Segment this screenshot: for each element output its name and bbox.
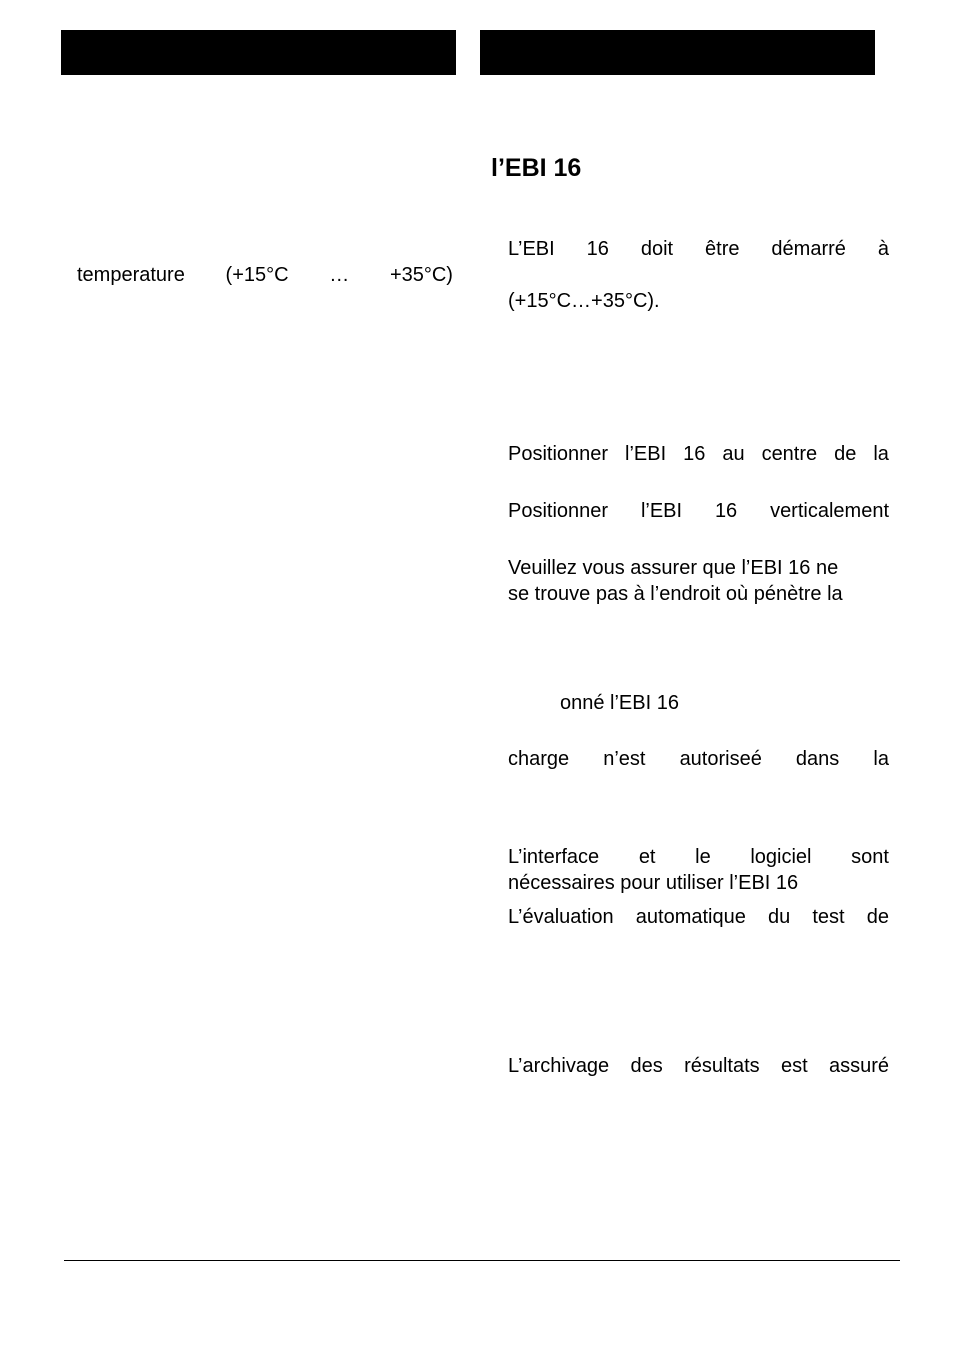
paragraph-interface-line-1: [508, 844, 889, 870]
word: L’interface: [508, 846, 600, 868]
word: de: [866, 906, 889, 928]
word: temperature: [77, 264, 185, 286]
header-bar-left: [61, 30, 456, 75]
paragraph-start-line: [508, 236, 889, 262]
word: l’EBI: [640, 500, 683, 522]
word: résultats: [684, 1055, 760, 1077]
word: du: [767, 906, 791, 928]
word: et: [638, 846, 656, 868]
word: à: [877, 238, 889, 260]
left-temperature-line: [77, 262, 453, 288]
word: au: [722, 443, 745, 465]
word: automatique: [635, 906, 746, 928]
word: autoriseé: [679, 748, 762, 770]
paragraph-position-vertical: [508, 498, 889, 524]
paragraph-archiving-line: [508, 1053, 889, 1079]
word: démarré: [771, 238, 846, 260]
word: (+15°C: [225, 264, 289, 286]
word: 16: [714, 500, 738, 522]
word: logiciel: [750, 846, 812, 868]
temperature-range-line: (+15°C…+35°C).: [508, 290, 660, 312]
word: 16: [586, 238, 609, 260]
header-bar-right: [480, 30, 875, 75]
word: sont: [851, 846, 889, 868]
word: dans: [795, 748, 840, 770]
word: de: [834, 443, 857, 465]
paragraph-position-center: [508, 441, 889, 467]
word: charge: [508, 748, 570, 770]
paragraph-assure-line-2: se trouve pas à l’endroit où pénètre la: [508, 583, 843, 605]
paragraph-interface-line-2: nécessaires pour utiliser l’EBI 16: [508, 872, 799, 894]
word: être: [705, 238, 740, 260]
word: L’archivage: [508, 1055, 610, 1077]
word: la: [873, 748, 889, 770]
word: Positionner: [508, 443, 609, 465]
word: l’EBI: [625, 443, 667, 465]
section-heading: l’EBI 16: [491, 154, 582, 182]
word: centre: [761, 443, 818, 465]
footer-rule: [64, 1260, 900, 1261]
word: n’est: [603, 748, 646, 770]
word: est: [780, 1055, 808, 1077]
word: des: [630, 1055, 663, 1077]
paragraph-charge-line: [508, 746, 889, 772]
word: L’EBI: [508, 238, 555, 260]
word: le: [695, 846, 711, 868]
paragraph-fragment-line: onné l’EBI 16: [560, 692, 679, 714]
word: +35°C): [389, 264, 453, 286]
word: verticalement: [770, 500, 889, 522]
word: test: [812, 906, 845, 928]
word: doit: [640, 238, 674, 260]
word: assuré: [828, 1055, 889, 1077]
word: L’évaluation: [508, 906, 614, 928]
word: …: [329, 264, 350, 286]
paragraph-evaluation-line: [508, 904, 889, 930]
word: Positionner: [508, 500, 609, 522]
paragraph-assure-line-1: Veuillez vous assurer que l’EBI 16 ne: [508, 557, 839, 579]
word: 16: [683, 443, 706, 465]
word: la: [873, 443, 889, 465]
